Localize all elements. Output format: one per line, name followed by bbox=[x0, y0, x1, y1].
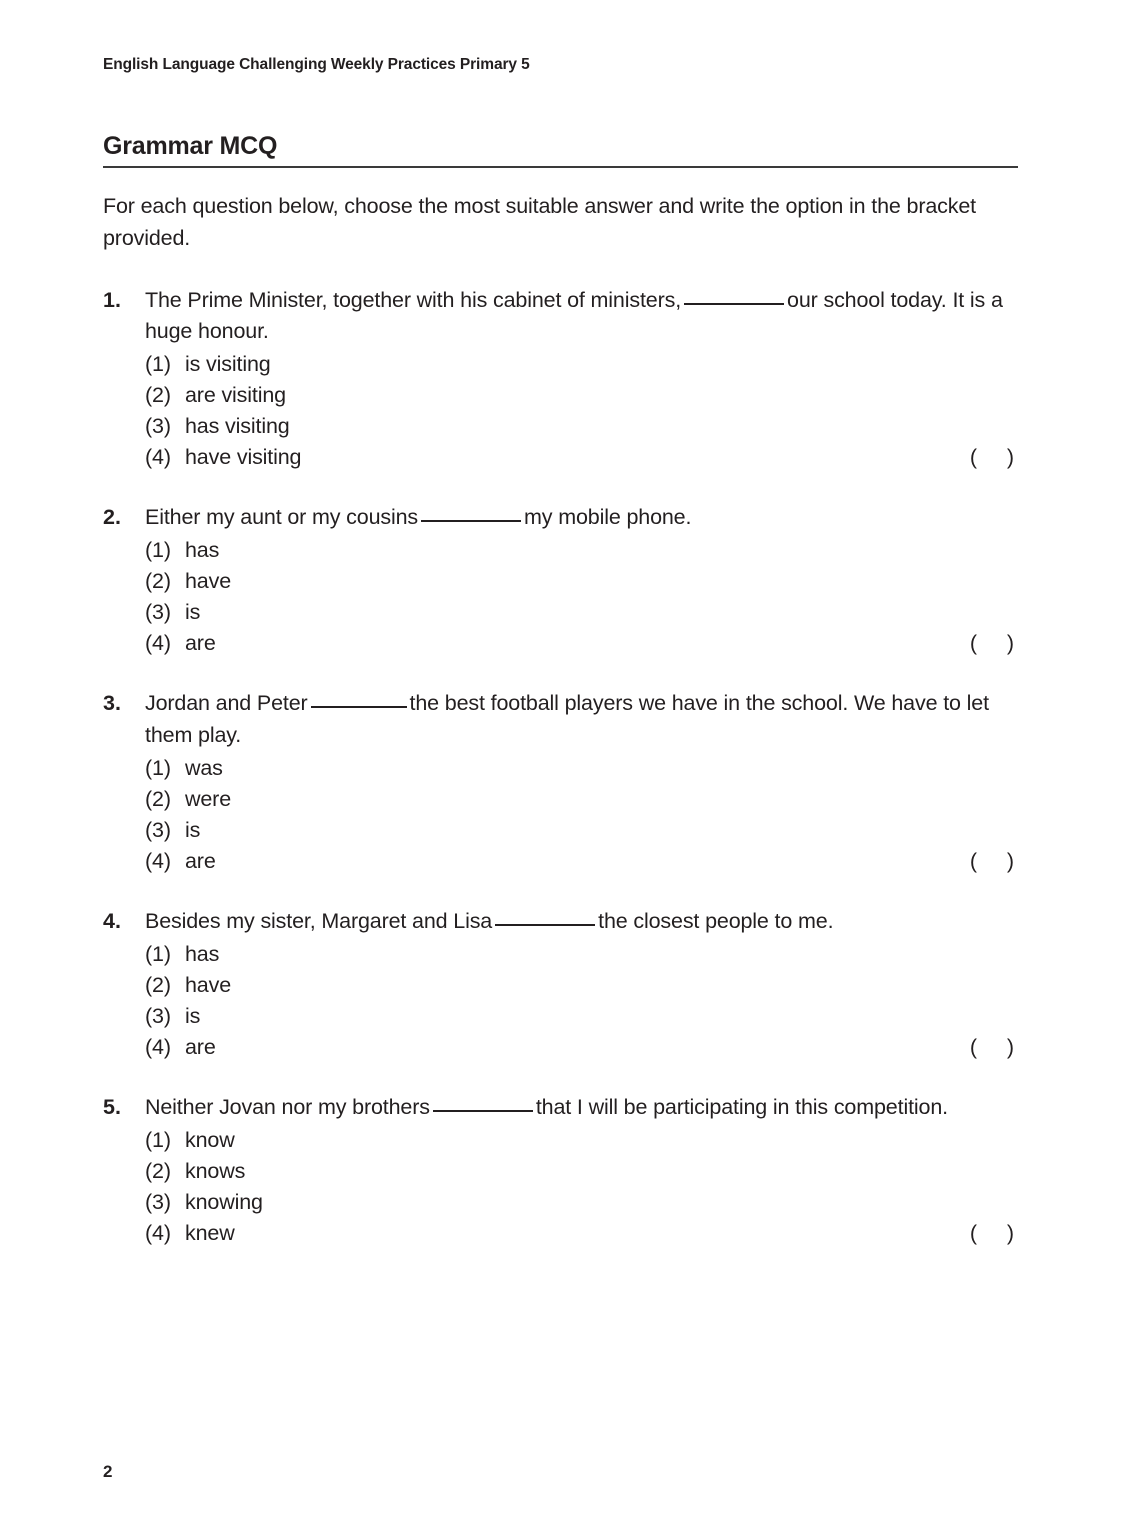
question-stem bbox=[145, 1092, 1018, 1123]
option-label: (4) bbox=[145, 445, 171, 470]
question-number: 4. bbox=[103, 908, 121, 933]
option-label: (1) bbox=[145, 755, 171, 780]
stem-text-before: The Prime Minister, together with his cabinet of ministers, bbox=[145, 287, 682, 312]
answer-bracket[interactable]: ( ) bbox=[969, 445, 1014, 470]
question-item bbox=[103, 1092, 1018, 1249]
question-item bbox=[103, 502, 1018, 659]
option-row[interactable] bbox=[145, 846, 1018, 877]
stem-text-after: our school today. It is a huge honour. bbox=[145, 287, 1003, 344]
answer-bracket[interactable]: ( ) bbox=[969, 1221, 1014, 1246]
answer-bracket[interactable]: ( ) bbox=[969, 1034, 1014, 1059]
option-row[interactable] bbox=[145, 628, 1018, 659]
option-text: are bbox=[185, 1034, 216, 1059]
option-list bbox=[145, 535, 1018, 659]
option-row[interactable] bbox=[145, 535, 1018, 566]
section-title: Grammar MCQ bbox=[103, 132, 278, 160]
option-row[interactable] bbox=[145, 1218, 1018, 1249]
option-row[interactable] bbox=[145, 1125, 1018, 1156]
question-body bbox=[145, 285, 1018, 473]
option-label: (4) bbox=[145, 848, 171, 873]
question-body bbox=[145, 502, 1018, 659]
option-label: (3) bbox=[145, 817, 171, 842]
option-text: is visiting bbox=[185, 352, 271, 377]
option-text: have bbox=[185, 972, 232, 997]
question-number: 5. bbox=[103, 1094, 121, 1119]
answer-blank[interactable] bbox=[421, 520, 521, 522]
option-text: has visiting bbox=[185, 414, 290, 439]
option-row[interactable] bbox=[145, 411, 1018, 442]
option-label: (3) bbox=[145, 600, 171, 625]
option-row[interactable] bbox=[145, 349, 1018, 380]
stem-text-after: the closest people to me. bbox=[598, 908, 834, 933]
question-body bbox=[145, 906, 1018, 1063]
option-row[interactable] bbox=[145, 566, 1018, 597]
stem-text-before: Neither Jovan nor my brothers bbox=[145, 1094, 430, 1119]
instructions-text: For each question below, choose the most suitable answer and write the option in the bracket provided. bbox=[103, 193, 977, 251]
option-label: (4) bbox=[145, 1034, 171, 1059]
option-list bbox=[145, 939, 1018, 1063]
option-label: (3) bbox=[145, 1190, 171, 1215]
option-text: are bbox=[185, 848, 216, 873]
stem-text-after: the best football players we have in the school. We have to let them play. bbox=[145, 691, 989, 747]
option-row[interactable] bbox=[145, 1156, 1018, 1187]
option-label: (2) bbox=[145, 1159, 171, 1184]
option-label: (2) bbox=[145, 972, 171, 997]
answer-blank[interactable] bbox=[495, 924, 595, 926]
question-stem bbox=[145, 906, 1018, 937]
answer-bracket[interactable]: ( ) bbox=[969, 848, 1014, 873]
question-number: 3. bbox=[103, 691, 121, 716]
option-text: were bbox=[185, 786, 232, 811]
option-row[interactable] bbox=[145, 597, 1018, 628]
option-row[interactable] bbox=[145, 1032, 1018, 1063]
option-label: (3) bbox=[145, 414, 171, 439]
option-text: knows bbox=[185, 1159, 246, 1184]
stem-text-before: Jordan and Peter bbox=[145, 691, 308, 716]
option-text: have bbox=[185, 569, 232, 594]
option-text: was bbox=[185, 755, 223, 780]
question-number: 1. bbox=[103, 287, 121, 312]
option-row[interactable] bbox=[145, 970, 1018, 1001]
option-text: knowing bbox=[185, 1190, 263, 1215]
option-text: is bbox=[185, 1003, 201, 1028]
option-list bbox=[145, 1125, 1018, 1249]
stem-text-before: Besides my sister, Margaret and Lisa bbox=[145, 908, 493, 933]
option-label: (3) bbox=[145, 1003, 171, 1028]
running-header: English Language Challenging Weekly Practices Primary 5 bbox=[103, 56, 530, 73]
page-number: 2 bbox=[103, 1462, 113, 1481]
option-text: have visiting bbox=[185, 445, 302, 470]
option-label: (4) bbox=[145, 631, 171, 656]
question-stem bbox=[145, 502, 1018, 533]
option-label: (1) bbox=[145, 352, 171, 377]
option-label: (2) bbox=[145, 786, 171, 811]
option-text: is bbox=[185, 817, 201, 842]
section-title-rule bbox=[103, 166, 1018, 168]
question-body bbox=[145, 688, 1018, 876]
option-row[interactable] bbox=[145, 784, 1018, 815]
stem-text-after: my mobile phone. bbox=[524, 505, 692, 530]
option-text: are visiting bbox=[185, 383, 286, 408]
option-row[interactable] bbox=[145, 1001, 1018, 1032]
option-label: (1) bbox=[145, 538, 171, 563]
option-label: (1) bbox=[145, 941, 171, 966]
option-row[interactable] bbox=[145, 815, 1018, 846]
option-row[interactable] bbox=[145, 1187, 1018, 1218]
question-item bbox=[103, 688, 1018, 876]
stem-text-after: that I will be participating in this competition. bbox=[535, 1094, 948, 1119]
answer-blank[interactable] bbox=[684, 303, 784, 305]
option-text: know bbox=[185, 1128, 235, 1153]
option-text: knew bbox=[185, 1221, 235, 1246]
question-item bbox=[103, 285, 1018, 473]
option-text: has bbox=[185, 538, 220, 563]
question-stem bbox=[145, 688, 1018, 750]
option-row[interactable] bbox=[145, 442, 1018, 473]
option-row[interactable] bbox=[145, 939, 1018, 970]
question-stem bbox=[145, 285, 1018, 347]
answer-blank[interactable] bbox=[433, 1110, 533, 1112]
answer-bracket[interactable]: ( ) bbox=[969, 631, 1014, 656]
option-label: (2) bbox=[145, 569, 171, 594]
option-label: (2) bbox=[145, 383, 171, 408]
option-text: has bbox=[185, 941, 220, 966]
content-column bbox=[103, 132, 1018, 1249]
option-label: (1) bbox=[145, 1128, 171, 1153]
stem-text-before: Either my aunt or my cousins bbox=[145, 505, 419, 530]
question-item bbox=[103, 906, 1018, 1063]
option-list bbox=[145, 349, 1018, 473]
question-body bbox=[145, 1092, 1018, 1249]
question-list bbox=[103, 285, 1018, 1249]
option-text: is bbox=[185, 600, 201, 625]
option-text: are bbox=[185, 631, 216, 656]
option-list bbox=[145, 753, 1018, 877]
option-label: (4) bbox=[145, 1221, 171, 1246]
option-row[interactable] bbox=[145, 380, 1018, 411]
option-row[interactable] bbox=[145, 753, 1018, 784]
question-number: 2. bbox=[103, 505, 121, 530]
answer-blank[interactable] bbox=[311, 706, 407, 708]
